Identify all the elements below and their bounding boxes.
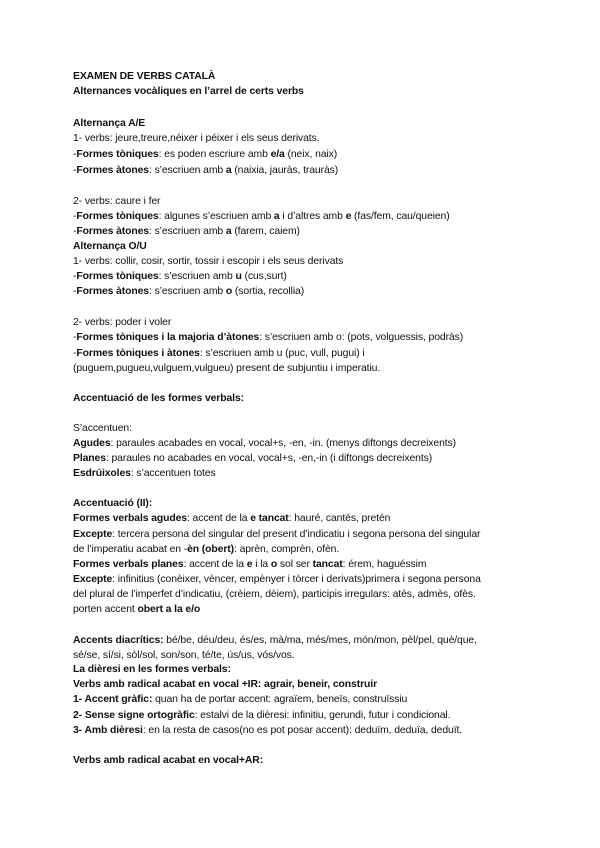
ae-verbs-line-1: 1- verbs: jeure,treure,néixer i péixer i els seus derivats.	[73, 133, 320, 144]
plane-verb-forms: Formes verbals planes: accent de la e i la o sol ser tancat: érem, haguéssim	[73, 559, 427, 570]
accentuation-intro: S’accentuen:	[73, 423, 132, 434]
acute-exception-2: de l’imperatiu acabat en -èn (obert): aprèn, comprèn, ofèn.	[73, 544, 340, 555]
doc-title: EXAMEN DE VERBS CATALÀ	[73, 71, 216, 82]
acute-verb-forms: Formes verbals agudes: accent de la e tancat: hauré, cantés, pretén	[73, 513, 391, 524]
dieresis-rule-1: 1- Accent gràfic: quan ha de portar accent: agraïem, beneïs, construïssiu	[73, 694, 408, 705]
ae-tonic-forms-1: -Formes tòniques: es poden escriure amb e/a (neix, naix)	[73, 149, 338, 160]
ae-atonic-forms-2: -Formes àtones: s’escriuen amb a (farem, caiem)	[73, 226, 300, 237]
section-heading-accentuation-ii: Accentuació (II):	[73, 498, 153, 509]
dieresis-ir-verbs: Verbs amb radical acabat en vocal +IR: agrair, beneir, construir	[73, 679, 378, 690]
dieresis-rule-3: 3- Amb dièresi: en la resta de casos(no es pot posar accent): deduïm, deduïa, deduït.	[73, 725, 463, 736]
ou-verbs-line-2: 2- verbs: poder i voler	[73, 317, 172, 328]
section-heading-ou: Alternança O/U	[73, 241, 147, 252]
diacritic-accents-2: sé/se, sí/si, sòl/sol, son/son, té/te, ús/us, vós/vos.	[73, 650, 295, 661]
dieresis-rule-2: 2- Sense signe ortogràfic: estalvi de la dièresi: infinitiu, gerundi, futur i condicional.	[73, 710, 451, 721]
plane-exception-3: porten accent obert a la e/o	[73, 604, 201, 615]
diacritic-accents-1: Accents diacrítics: bé/be, déu/deu, és/es, mà/ma, més/mes, món/mon, pèl/pel, què/que,	[73, 635, 477, 646]
dieresis-heading: La dièresi en les formes verbals:	[73, 664, 231, 675]
ou-tonic-and-atonic: -Formes tòniques i àtones: s’escriuen amb u (puc, vull, pugui) i	[73, 348, 365, 359]
rule-planes: Planes: paraules no acabades en vocal, vocal+s, -en,-in (i diftongs decreixents)	[73, 453, 433, 464]
ae-verbs-line-2: 2- verbs: caure i fer	[73, 196, 161, 207]
rule-esdruixoles: Esdrúixoles: s’accentuen totes	[73, 468, 216, 479]
ou-tonic-forms-1: -Formes tòniques: s’escriuen amb u (cus,surt)	[73, 271, 287, 282]
section-heading-accentuation: Accentuació de les formes verbals:	[73, 393, 245, 404]
section-heading-ae: Alternança A/E	[73, 118, 146, 129]
ae-tonic-forms-2: -Formes tòniques: algunes s’escriuen amb a i d’altres amb e (fas/fem, cau/queien)	[73, 211, 450, 222]
acute-exception-1: Excepte: tercera persona del singular del present d’indicatiu i segona persona del singular	[73, 529, 481, 540]
plane-exception-1: Excepte: infinitius (conèixer, vèncer, empènyer i tòrcer i derivats)primera i segona persona	[73, 574, 481, 585]
doc-subtitle: Alternances vocàliques en l’arrel de certs verbs	[73, 86, 304, 97]
plane-exception-2: del plural de l’imperfet d’indicatiu, (crèiem, dèiem), participis irregulars: atès, admès, ofès.	[73, 589, 476, 600]
ou-atonic-forms-1: -Formes àtones: s’escriuen amb o (sortia, recollia)	[73, 286, 305, 297]
ou-subjunctive-line: (puguem,pugueu,vulguem,vulgueu) present de subjuntiu i imperatiu.	[73, 363, 381, 374]
ae-atonic-forms-1: -Formes àtones: s’escriuen amb a (naixia, jauràs, trauràs)	[73, 165, 339, 176]
ou-tonic-majority-atonic: -Formes tòniques i la majoria d’àtones: s’escriuen amb o: (pots, volguessis, podràs)	[73, 332, 464, 343]
ou-verbs-line-1: 1- verbs: collir, cosir, sortir, tossir i escopir i els seus derivats	[73, 256, 344, 267]
rule-agudes: Agudes: paraules acabades en vocal, vocal+s, -en, -in. (menys diftongs decreixents)	[73, 438, 456, 449]
section-heading-ar-verbs: Verbs amb radical acabat en vocal+AR:	[73, 755, 264, 766]
